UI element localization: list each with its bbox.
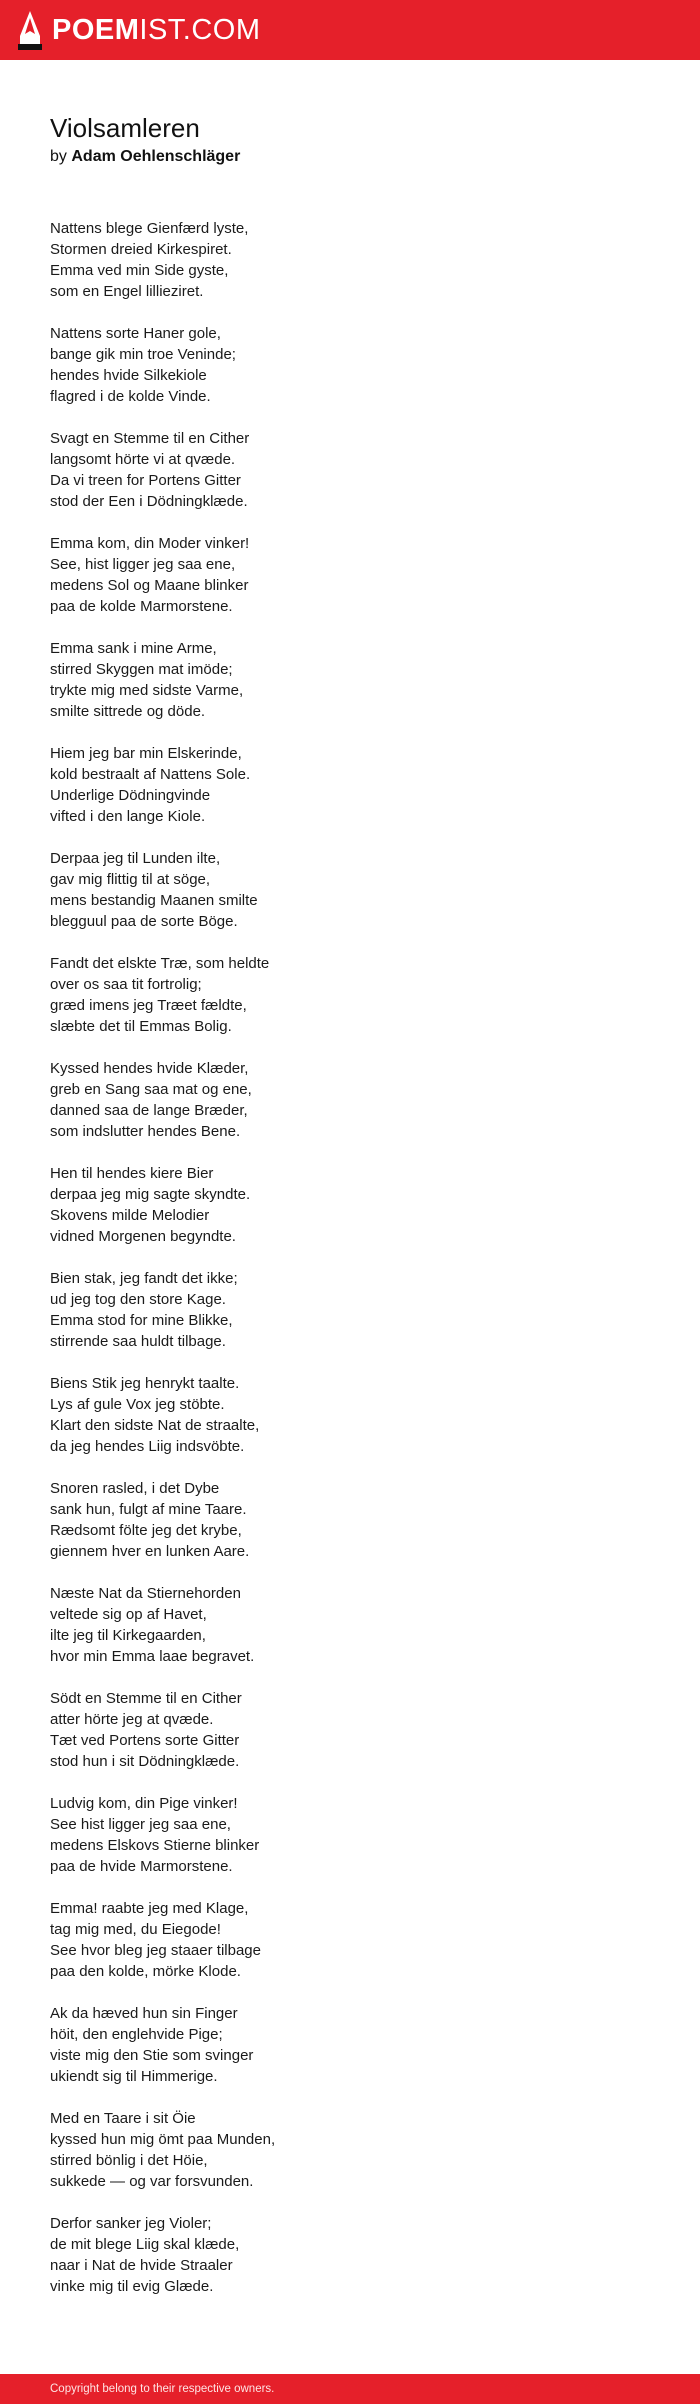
poem-line: Emma! raabte jeg med Klage, [50,1900,249,1917]
copyright-text: Copyright belong to their respective owners. [50,2383,275,2395]
poem-line: Bien stak, jeg fandt det ikke; [50,1270,238,1287]
poem-line: Fandt det elskte Træ, som heldte [50,955,270,972]
stanza [50,428,650,512]
poem-line: Nattens sorte Haner gole, [50,325,221,342]
poem-line: Hiem jeg bar min Elskerinde, [50,745,242,762]
poem-line: Tæt ved Portens sorte Gitter [50,1732,240,1749]
poem-line: greb en Sang saa mat og ene, [50,1081,252,1098]
site-logo-link[interactable] [18,10,261,50]
poem-line: viste mig den Stie som svinger [50,2047,254,2064]
poem-line: flagred i de kolde Vinde. [50,388,211,405]
poem-line: paa de hvide Marmorstene. [50,1858,233,1875]
poem-line: smilte sittrede og döde. [50,703,206,720]
poem-line: kold bestraalt af Nattens Sole. [50,766,251,783]
stanza [50,638,650,722]
poem-line: See hist ligger jeg saa ene, [50,1816,231,1833]
stanza [50,1373,650,1457]
poem-line: stirred Skyggen mat imöde; [50,661,233,678]
poem-line: sank hun, fulgt af mine Taare. [50,1501,247,1518]
stanza [50,1268,650,1352]
poem-line: bange gik min troe Veninde; [50,346,236,363]
poem-line: ukiendt sig til Himmerige. [50,2068,218,2085]
poem-line: Emma kom, din Moder vinker! [50,535,250,552]
stanza [50,323,650,407]
poem-line: Ak da hæved hun sin Finger [50,2005,238,2022]
stanza [50,533,650,617]
poem-line: kyssed hun mig ömt paa Munden, [50,2131,276,2148]
stanza [50,2108,650,2192]
poem-line: som en Engel lillieziret. [50,283,204,300]
poem-line: ud jeg tog den store Kage. [50,1291,226,1308]
poem-line: Kyssed hendes hvide Klæder, [50,1060,249,1077]
poem-line: vidned Morgenen begyndte. [50,1228,236,1245]
poem-line: hvor min Emma laae begravet. [50,1648,255,1665]
poem-line: Svagt en Stemme til en Cither [50,430,250,447]
poem-line: Lys af gule Vox jeg stöbte. [50,1396,225,1413]
poem-line: ilte jeg til Kirkegaarden, [50,1627,206,1644]
stanza [50,1793,650,1877]
stanza [50,1898,650,1982]
poem-byline [50,146,650,168]
poem-title: Violsamleren [50,113,200,143]
poem-line: Nattens blege Gienfærd lyste, [50,220,249,237]
poem-line: naar i Nat de hvide Straaler [50,2257,233,2274]
poem-line: slæbte det til Emmas Bolig. [50,1018,232,1035]
poem-line: mens bestandig Maanen smilte [50,892,258,909]
author-name[interactable]: Adam Oehlenschläger [71,148,241,165]
poem-line: Underlige Dödningvinde [50,787,211,804]
poem-line: tag mig med, du Eiegode! [50,1921,221,1938]
poem-line: vinke mig til evig Glæde. [50,2278,214,2295]
poem-line: paa de kolde Marmorstene. [50,598,233,615]
poem-line: Derfor sanker jeg Violer; [50,2215,212,2232]
poem-line: Emma sank i mine Arme, [50,640,217,657]
poem-line: vifted i den lange Kiole. [50,808,206,825]
poem-line: giennem hver en lunken Aare. [50,1543,250,1560]
poem-line: hendes hvide Silkekiole [50,367,207,384]
stanza [50,953,650,1037]
pen-nib-icon [18,10,42,50]
poem-line: danned saa de lange Bræder, [50,1102,248,1119]
site-logo-text: POEMIST.COM [52,13,261,46]
poem-line: Stormen dreied Kirkespiret. [50,241,232,258]
poem-line: Med en Taare i sit Öie [50,2110,196,2127]
poem-line: paa den kolde, mörke Klode. [50,1963,241,1980]
poem-line: Da vi treen for Portens Gitter [50,472,241,489]
poem-line: stirrende saa huldt tilbage. [50,1333,226,1350]
poem-line: de mit blege Liig skal klæde, [50,2236,240,2253]
stanza [50,1058,650,1142]
poem-line: da jeg hendes Liig indsvöbte. [50,1438,245,1455]
poem-line: over os saa tit fortrolig; [50,976,202,993]
poem-line: Næste Nat da Stiernehorden [50,1585,241,1602]
poem-line: sukkede — og var forsvunden. [50,2173,254,2190]
poem-line: trykte mig med sidste Varme, [50,682,244,699]
poem-line: som indslutter hendes Bene. [50,1123,241,1140]
poem-line: See, hist ligger jeg saa ene, [50,556,236,573]
poem-line: langsomt hörte vi at qvæde. [50,451,236,468]
poem-line: medens Sol og Maane blinker [50,577,249,594]
poem-line: Rædsomt fölte jeg det krybe, [50,1522,242,1539]
stanza [50,1583,650,1667]
stanza [50,848,650,932]
poem-line: medens Elskovs Stierne blinker [50,1837,260,1854]
byline-prefix: by [50,148,67,165]
poem-line: Klart den sidste Nat de straalte, [50,1417,260,1434]
site-footer [0,2374,700,2404]
poem-line: Ludvig kom, din Pige vinker! [50,1795,238,1812]
poem-line: stod der Een i Dödningklæde. [50,493,248,510]
poem-line: Biens Stik jeg henrykt taalte. [50,1375,240,1392]
poem-line: Hen til hendes kiere Bier [50,1165,214,1182]
stanza [50,1688,650,1772]
stanza [50,218,650,302]
poem-line: höit, den englehvide Pige; [50,2026,223,2043]
poem-line: stod hun i sit Dödningklæde. [50,1753,240,1770]
site-header [0,0,700,60]
stanza [50,2003,650,2087]
poem-line: Derpaa jeg til Lunden ilte, [50,850,221,867]
stanza [50,1163,650,1247]
poem-body [50,218,650,2297]
stanza [50,1478,650,1562]
poem-content [50,112,650,2318]
poem-line: veltede sig op af Havet, [50,1606,207,1623]
poem-line: stirred bönlig i det Höie, [50,2152,208,2169]
stanza [50,2213,650,2297]
poem-line: See hvor bleg jeg staaer tilbage [50,1942,261,1959]
poem-line: Snoren rasled, i det Dybe [50,1480,220,1497]
poem-line: atter hörte jeg at qvæde. [50,1711,214,1728]
poem-line: græd imens jeg Træet fældte, [50,997,247,1014]
poem-line: blegguul paa de sorte Böge. [50,913,238,930]
poem-line: Emma ved min Side gyste, [50,262,229,279]
poem-line: Södt en Stemme til en Cither [50,1690,242,1707]
stanza [50,743,650,827]
poem-line: Emma stod for mine Blikke, [50,1312,233,1329]
poem-line: Skovens milde Melodier [50,1207,210,1224]
poem-line: gav mig flittig til at söge, [50,871,211,888]
poem-line: derpaa jeg mig sagte skyndte. [50,1186,251,1203]
